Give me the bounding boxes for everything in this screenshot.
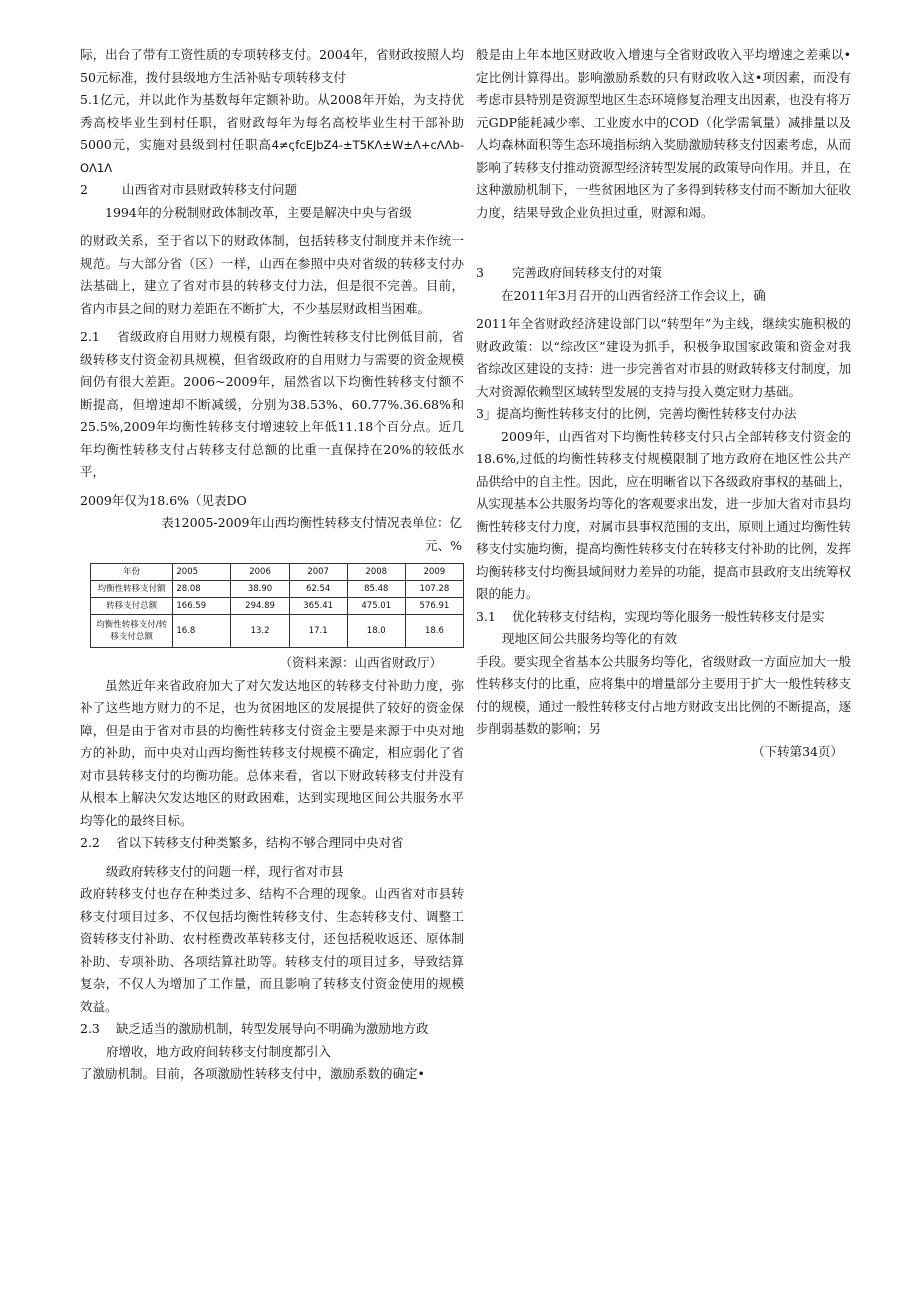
table-source: （资料来源：山西省财政厅）: [279, 655, 442, 670]
table-cell: 2006: [231, 564, 289, 581]
paragraph: 手段。要实现全省基本公共服务均等化，省级财政一方面应加大一般性转移支付的比重，应将集中的增量部分主要用于扩大一般性转移支付的规模，通过一般性转移支付占地方财政支出比例的不断提高，逐步削弱基数的影响；另: [476, 653, 852, 736]
table-row: [91, 598, 464, 615]
data-table: [90, 563, 464, 648]
paragraph: 1994年的分税制财政体制改革，主要是解决中央与省级: [105, 204, 412, 220]
table-cell: 475.01: [347, 598, 405, 615]
table-cell: 16.8: [173, 615, 231, 648]
table-cell: 17.1: [289, 615, 347, 648]
table-cell: 均衡性转移支付/转移支付总额: [91, 615, 173, 648]
table-cell: 576.91: [405, 598, 463, 615]
table-cell: 38.90: [231, 581, 289, 598]
table-cell: 2007: [289, 564, 347, 581]
table-cell: 28.08: [173, 581, 231, 598]
table-cell: 85.48: [347, 581, 405, 598]
table-cell: 2009: [405, 564, 463, 581]
paragraph: 际，出台了带有工资性质的专项转移支付。2004年，省财政按照人均50元标准，拨付县级地方生活补贴专项转移支付: [80, 47, 464, 85]
paragraph: 2011年全省财政经济建设部门以“转型年”为主线，继续实施积极的财政政策：以“综改区”建设为抓手，积极争取国家政策和资金对我省综改区建设的支持：进一步完善省对市县的财政转移支付制度，加大对资源依赖型区域转型发展的支持与投入奠定财力基础。: [476, 316, 852, 399]
section-heading-2: 2 山西省对市县财政转移支付问题: [80, 182, 298, 197]
right-column: [476, 44, 851, 763]
paragraph: 在2011年3月召开的山西省经济工作会议上，确: [501, 287, 766, 303]
section-heading-2-2: 2.2 省以下转移支付种类繁多，结构不够合理同中央对省: [80, 835, 404, 850]
table-caption: 表12005-2009年山西均衡性转移支付情况表单位：亿元、%: [161, 515, 462, 553]
table-cell: 166.59: [173, 598, 231, 615]
paragraph: 2009年，山西省对下均衡性转移支付只占全部转移支付资金的18.6%,过低的均衡性转移支付规模限制了地方政府在地区性公共产品供给中的自主性。因此，应在明晰省以下各级政府事权的基础上，从实现基本公共服务均等化的客观要求出发，进一步加大省对市县均衡性转移支付力度，对属市县事权范围的支出，原则上通过均衡性转移支付实施均衡，提高均衡性转移支付在转移支付补助的比例，发挥均衡转移支付均衡县域间财力差异的功能，提高市县政府支出统筹权限的能力。: [476, 428, 852, 601]
section-heading-3: 3 完善政府间转移支付的对策: [476, 265, 663, 280]
table-header-row: [91, 564, 464, 581]
table-cell: 转移支付总额: [91, 598, 173, 615]
section-2-1: 2.1 省级政府自用财力规模有限，均衡性转移支付比例低目前，省级转移支付资金初具规模，但省级政府的自用财力与需要的资金规模间仍有很大差距。2006~2009年，届然省以下均衡性转移支付额不断提高，但增速却不断减缓，分别为38.53%、60.77%.36.68%和25.5%,2009年均衡性转移支付增速较上年低11.18个百分点。近几年均衡性转移支付占转移支付总额的比重一直保持在20%的较低水平，: [80, 329, 464, 479]
table-cell: 62.54: [289, 581, 347, 598]
table-cell: 2008: [347, 564, 405, 581]
paragraph: 5.1亿元，并以此作为基数每年定额补助。从2008年开始，为支持优秀高校毕业生到村任职，省财政每年为每名高校毕业生村干部补助5000元，实施对县级到村任职高4≠ςfcEJbZ4-±T5KΛ±W±Λ+cΛΛb-OΛ1Λ: [80, 92, 464, 175]
paragraph: 现地区间公共服务均等化的有效: [502, 631, 678, 646]
left-column: [80, 44, 464, 1086]
paragraph: 的财政关系，至于省以下的财政体制，包括转移支付制度并未作统一规范。与大部分省（区）一样，山西在参照中央对省级的转移支付办法基础上，建立了省对市县的转移支付力法，但是很不完善。目前，省内市县之间的财力差距在不断扩大，不少基层财政相当困难。: [80, 233, 464, 316]
garbled-text: 4≠ςfcEJbZ4-±T5KΛ±W±Λ+cΛΛb-OΛ1Λ: [80, 138, 464, 175]
table-cell: 年份: [91, 564, 173, 581]
paragraph: 政府转移支付也存在种类过多、结构不合理的现象。山西省对市县转移支付项目过多、不仅包括均衡性转移支付、生态转移支付、调整工资转移支付补助、农村桎费改革转移支付，还包括税收返还、原体制补助、专项补助、各项结算社助等。转移支付的项目过多，导致结算复杂，不仅人为增加了工作量，而且影响了转移支付资金使用的规模效益。: [80, 886, 464, 1014]
table-row: [91, 615, 464, 648]
section-heading-3-1a: 3」提高均衡性转移支付的比例，完善均衡性转移支付办法: [476, 406, 797, 421]
section-heading-3-1: 3.1 优化转移支付结构，实现均等化服务一般性转移支付是实: [476, 608, 825, 624]
table-cell: 18.6: [405, 615, 463, 648]
table-cell: 2005: [173, 564, 231, 581]
paragraph: 虽然近年来省政府加大了对欠发达地区的转移支付补助力度，弥补了这些地方财力的不足，也为贫困地区的发展提供了较好的资金保障，但是由于省对市县的均衡性转移支付资金主要是来源于中央对地方的补助，而中央对山西均衡性转移支付规模不确定，相应弱化了省对市县转移支付的均衡功能。总体来看，省以下财政转移支付并没有从根本上解决欠发达地区的财政困难，达到实现地区间公共服务水平均等化的最终目标。: [80, 677, 464, 828]
table-row: [91, 581, 464, 598]
continued-note: （下转第34页）: [752, 743, 843, 759]
table-cell: 均衡性转移支付额: [91, 581, 173, 598]
table-cell: 365.41: [289, 598, 347, 615]
table-cell: 294.89: [231, 598, 289, 615]
table-cell: 18.0: [347, 615, 405, 648]
table-cell: 107.28: [405, 581, 463, 598]
paragraph: 府增收，地方政府间转移支付制度都引入: [106, 1043, 332, 1059]
section-heading-2-3: 2.3 缺乏适当的激励机制，转型发展导向不明确为激励地方政: [80, 1021, 429, 1036]
paragraph: 了激励机制。目前，各项激励性转移支付中，激励系数的确定•: [80, 1066, 425, 1081]
paragraph: 般是由上年本地区财政收入增速与全省财政收入平均增速之差乘以•定比例计算得出。影响激励系数的只有财政收入这•项因素，而没有考虑市县特别是资源型地区生态环境修复治理支出因素，也没有将万元GDP能耗减少率、工业废水中的COD（化学需氧量）减排量以及人均森林面积等生态环境指标纳入奖励激励转移支付因素考虑，从而影响了转移支付推动资源型经济转型发展的政策导向作用。并且，在这种激励机制下，一些贫困地区为了多得到转移支付而不断加大征收力度，结果导致企业负担过重，财源和竭。: [476, 47, 852, 220]
table-cell: 13.2: [231, 615, 289, 648]
paragraph: 级政府转移支付的问题一样，现行省对市县: [106, 863, 344, 879]
paragraph: 2009年仅为18.6%（见表DO: [80, 492, 247, 508]
